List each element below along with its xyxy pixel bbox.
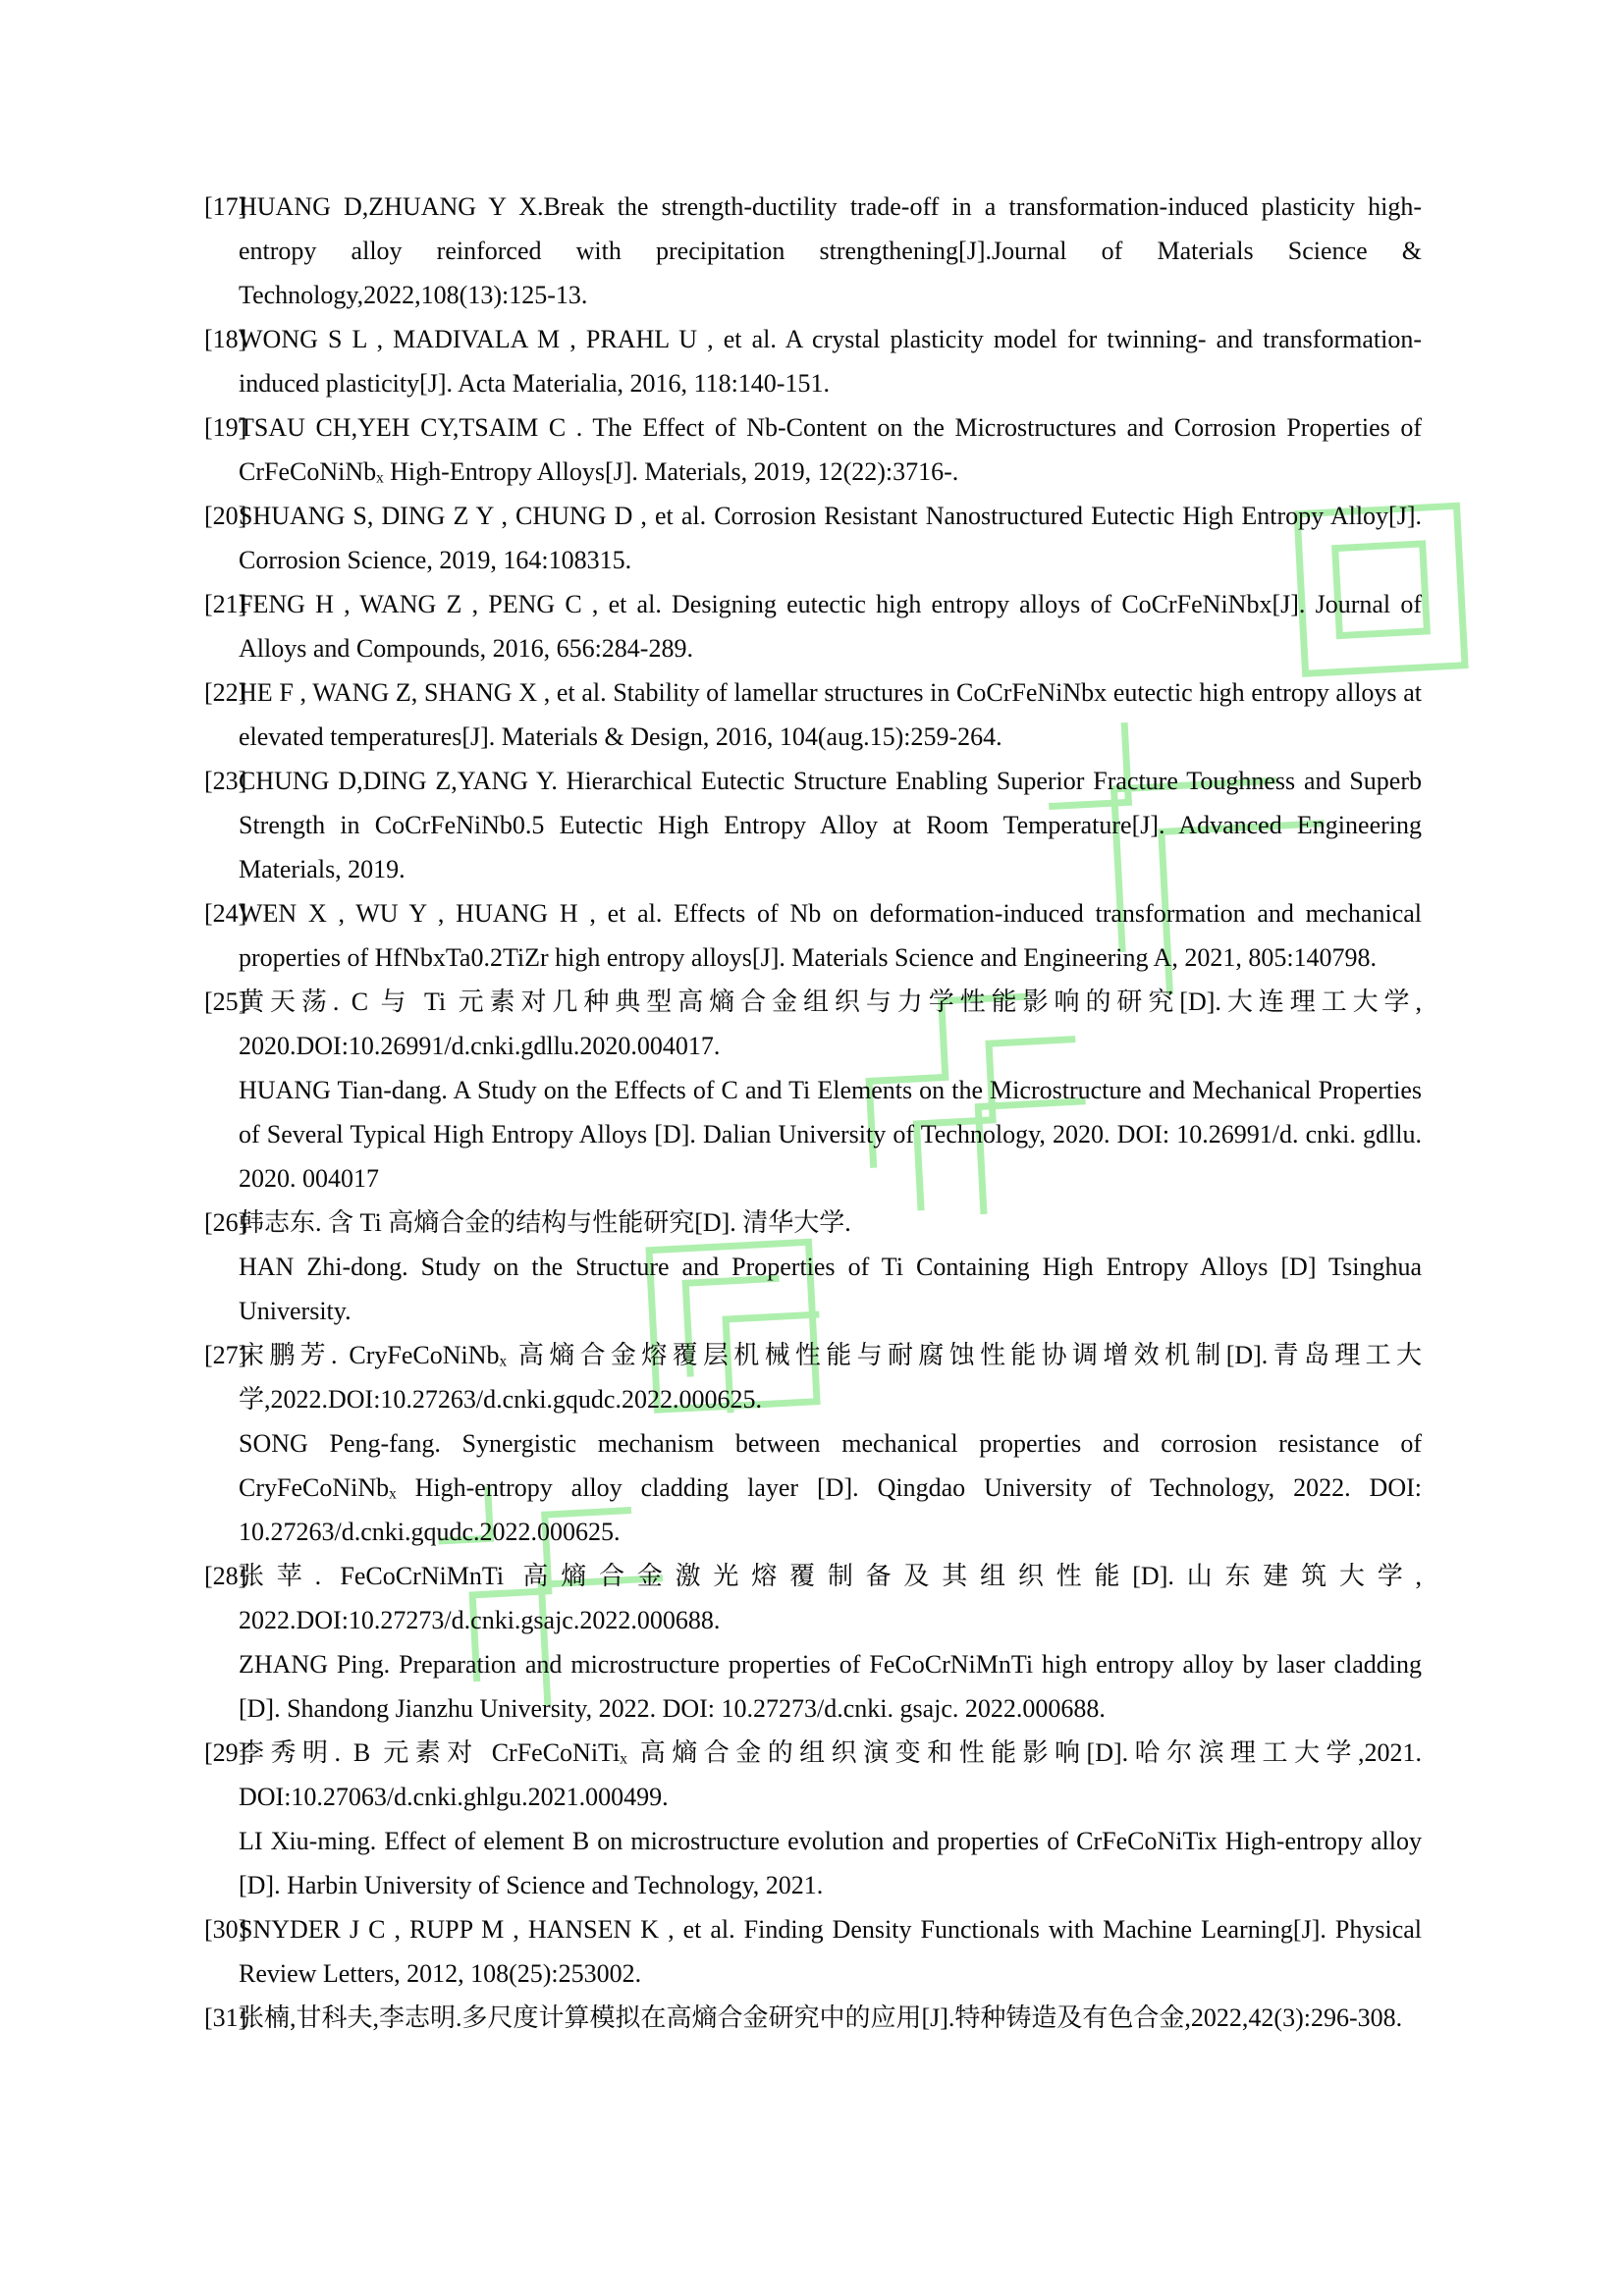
reference-text: WONG S L , MADIVALA M , PRAHL U , et al. A crystal plasticity model for twinning- and transformation-induced plasticity[J]. Acta Materialia, 2016, 118:140-151.: [239, 325, 1422, 398]
reference-text: 韩志东. 含 Ti 高熵合金的结构与性能研究[D]. 清华大学.: [239, 1208, 851, 1237]
reference-text: SONG Peng-fang. Synergistic mechanism between mechanical properties and corrosion resistance of CryFeCoNiNbₓ High-entropy alloy cladding layer [D]. Qingdao University of Technology, 2022. DOI: 10.27263/d.cnki.gqudc.2022.000625.: [239, 1429, 1422, 1546]
reference-number: [18]: [204, 325, 247, 353]
reference-item: [204, 891, 1422, 980]
reference-text: CHUNG D,DING Z,YANG Y. Hierarchical Eutectic Structure Enabling Superior Fracture Toughness and Superb Strength in CoCrFeNiNb0.5 Eutectic High Entropy Alloy at Room Temperature[J]. Advanced Engineering Materials, 2019.: [239, 767, 1422, 883]
reference-body: [239, 405, 1422, 494]
reference-item: [204, 1201, 1422, 1333]
reference-item: [204, 494, 1422, 582]
reference-body: [239, 891, 1422, 980]
reference-body: [239, 582, 1422, 670]
reference-text: HUANG Tian-dang. A Study on the Effects of C and Ti Elements on the Microstructure and Mechanical Properties of Several Typical High Entropy Alloys [D]. Dalian University of Technology, 2020. DOI: 10.26991/d. cnki. gdllu. 2020. 004017: [239, 1076, 1422, 1193]
reference-text: WEN X , WU Y , HUANG H , et al. Effects of Nb on deformation-induced transformation and mechanical properties of HfNbxTa0.2TiZr high entropy alloys[J]. Materials Science and Engineering A, 2021, 805:140798.: [239, 899, 1422, 972]
reference-text: 宋鹏芳. CryFeCoNiNbₓ 高熵合金熔覆层机械性能与耐腐蚀性能协调增效机制[D].青岛理工大学,2022.DOI:10.27263/d.cnki.gqudc.2022.000625.: [239, 1341, 1422, 1414]
reference-text: LI Xiu-ming. Effect of element B on microstructure evolution and properties of CrFeCoNiTix High-entropy alloy [D]. Harbin University of Science and Technology, 2021.: [239, 1827, 1422, 1899]
reference-body: [239, 494, 1422, 582]
reference-number: [22]: [204, 678, 247, 707]
reference-text: ZHANG Ping. Preparation and microstructure properties of FeCoCrNiMnTi high entropy alloy by laser cladding [D]. Shandong Jianzhu University, 2022. DOI: 10.27273/d.cnki. gsajc. 2022.000688.: [239, 1650, 1422, 1723]
reference-number: [25]: [204, 988, 247, 1016]
reference-number: [24]: [204, 899, 247, 928]
reference-text: SNYDER J C , RUPP M , HANSEN K , et al. Finding Density Functionals with Machine Learning[J]. Physical Review Letters, 2012, 108(25):253002.: [239, 1915, 1422, 1988]
reference-number: [23]: [204, 767, 247, 795]
references-list: [204, 185, 1422, 2040]
reference-item: [204, 1907, 1422, 1996]
reference-item: [204, 759, 1422, 891]
reference-number: [26]: [204, 1208, 247, 1237]
reference-number: [30]: [204, 1915, 247, 1944]
reference-body: [239, 185, 1422, 317]
reference-number: [20]: [204, 502, 247, 530]
reference-text: TSAU CH,YEH CY,TSAIM C . The Effect of Nb-Content on the Microstructures and Corrosion Properties of CrFeCoNiNbₓ High-Entropy Alloys[J]. Materials, 2019, 12(22):3716-.: [239, 413, 1422, 486]
reference-item: [204, 670, 1422, 759]
reference-item: [204, 1554, 1422, 1731]
reference-item: [204, 1731, 1422, 1907]
reference-item: [204, 185, 1422, 317]
reference-number: [21]: [204, 590, 247, 618]
reference-item: [204, 1996, 1422, 2040]
reference-text: 黄天荡. C 与 Ti 元素对几种典型高熵合金组织与力学性能影响的研究[D].大连理工大学, 2020.DOI:10.26991/d.cnki.gdllu.2020.004017.: [239, 988, 1422, 1060]
reference-body: [239, 1333, 1422, 1554]
reference-text: FENG H , WANG Z , PENG C , et al. Designing eutectic high entropy alloys of CoCrFeNiNbx[J]. Journal of Alloys and Compounds, 2016, 656:284-289.: [239, 590, 1422, 663]
reference-item: [204, 582, 1422, 670]
reference-number: [29]: [204, 1738, 247, 1767]
reference-item: [204, 317, 1422, 405]
reference-number: [19]: [204, 413, 247, 442]
reference-body: [239, 317, 1422, 405]
reference-number: [27]: [204, 1341, 247, 1369]
reference-body: [239, 1731, 1422, 1907]
reference-body: [239, 1201, 1422, 1333]
reference-item: [204, 405, 1422, 494]
reference-number: [28]: [204, 1562, 247, 1590]
reference-text: SHUANG S, DING Z Y , CHUNG D , et al. Corrosion Resistant Nanostructured Eutectic High Entropy Alloy[J]. Corrosion Science, 2019, 164:108315.: [239, 502, 1422, 574]
reference-body: [239, 1554, 1422, 1731]
reference-text: 张苹. FeCoCrNiMnTi 高熵合金激光熔覆制备及其组织性能[D].山东建筑大学, 2022.DOI:10.27273/d.cnki.gsajc.2022.000688.: [239, 1562, 1422, 1634]
reference-body: [239, 1907, 1422, 1996]
reference-text: HE F , WANG Z, SHANG X , et al. Stability of lamellar structures in CoCrFeNiNbx eutectic high entropy alloys at elevated temperatures[J]. Materials & Design, 2016, 104(aug.15):259-264.: [239, 678, 1422, 751]
reference-item: [204, 1333, 1422, 1554]
reference-number: [17]: [204, 192, 247, 221]
reference-body: [239, 980, 1422, 1201]
reference-body: [239, 1996, 1422, 2040]
reference-text: HUANG D,ZHUANG Y X.Break the strength-ductility trade-off in a transformation-induced plasticity high-entropy alloy reinforced with precipitation strengthening[J].Journal of Materials Science & Technology,2022,108(13):125-13.: [239, 192, 1422, 309]
reference-item: [204, 980, 1422, 1201]
reference-text: 张楠,甘科夫,李志明.多尺度计算模拟在高熵合金研究中的应用[J].特种铸造及有色合金,2022,42(3):296-308.: [239, 2003, 1403, 2032]
reference-text: 李秀明. B 元素对 CrFeCoNiTiₓ 高熵合金的组织演变和性能影响[D].哈尔滨理工大学,2021. DOI:10.27063/d.cnki.ghlgu.2021.000499.: [239, 1738, 1422, 1811]
reference-body: [239, 670, 1422, 759]
reference-text: HAN Zhi-dong. Study on the Structure and Properties of Ti Containing High Entropy Alloys [D] Tsinghua University.: [239, 1253, 1422, 1325]
reference-number: [31]: [204, 2003, 247, 2032]
reference-body: [239, 759, 1422, 891]
